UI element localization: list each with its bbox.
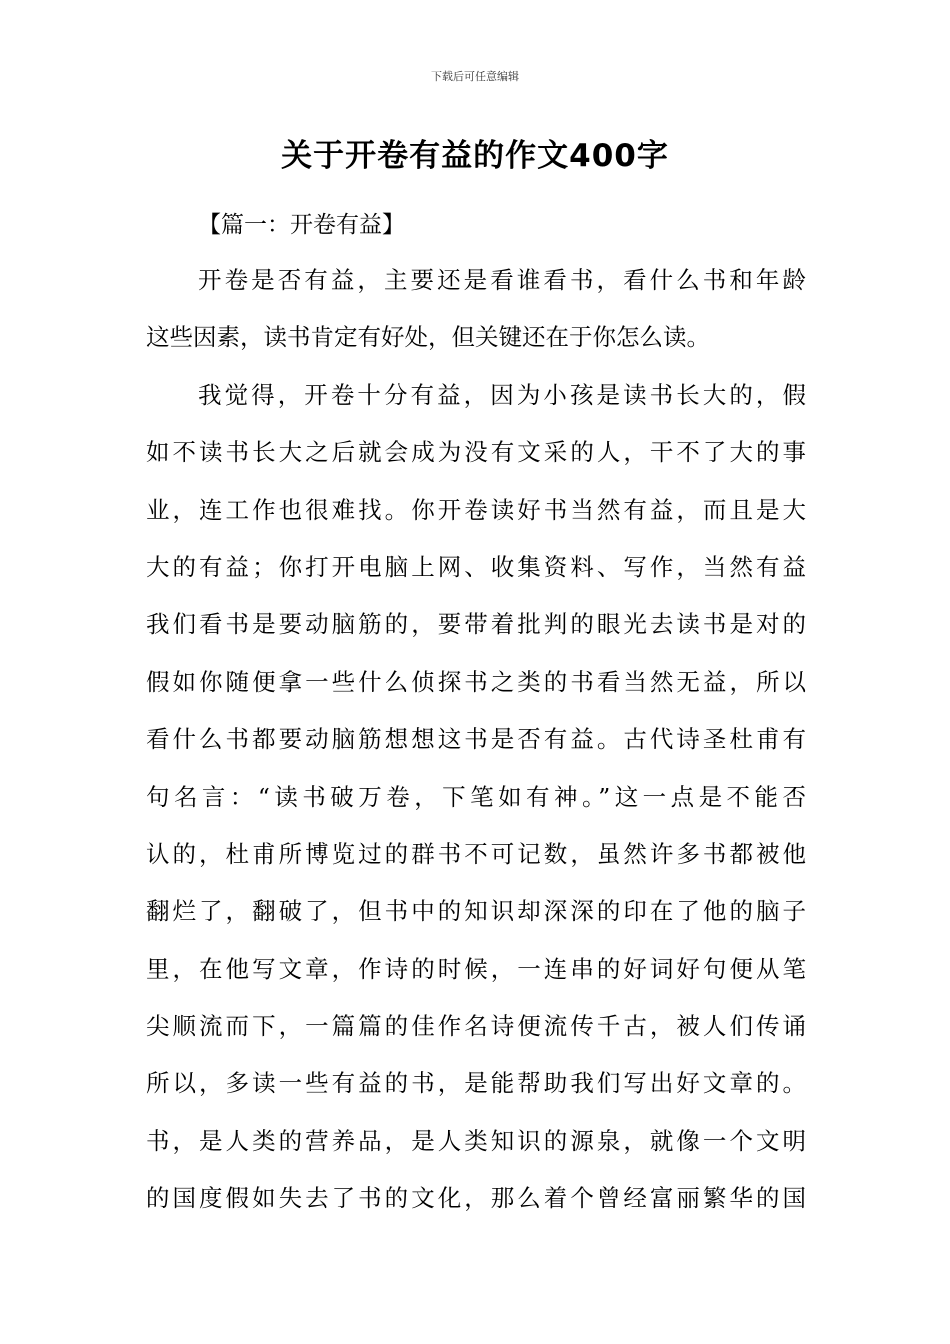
text-line: 所以，多读一些有益的书，是能帮助我们写出好文章的。	[146, 1069, 806, 1098]
text-line: 我们看书是要动脑筋的，要带着批判的眼光去读书是对的	[146, 610, 806, 639]
text-line: 尖顺流而下，一篇篇的佳作名诗便流传千古，被人们传诵	[146, 1012, 806, 1041]
text-line: 认的，杜甫所博览过的群书不可记数，虽然许多书都被他	[146, 839, 806, 868]
text-line: 的国度假如失去了书的文化，那么着个曾经富丽繁华的国	[146, 1184, 806, 1213]
text-line: 如不读书长大之后就会成为没有文采的人，干不了大的事	[146, 438, 806, 467]
text-line: 开卷是否有益，主要还是看谁看书，看什么书和年龄	[198, 266, 806, 294]
text-line: 翻烂了，翻破了，但书中的知识却深深的印在了他的脑子	[146, 897, 806, 926]
text-line: 假如你随便拿一些什么侦探书之类的书看当然无益，所以	[146, 667, 806, 696]
document-title: 关于开卷有益的作文400字	[281, 138, 669, 174]
section-heading: 【篇一：开卷有益】	[198, 212, 405, 238]
text-line: 大的有益；你打开电脑上网、收集资料、写作，当然有益	[146, 552, 806, 581]
text-line: 书，是人类的营养品，是人类知识的源泉，就像一个文明	[146, 1126, 806, 1155]
text-line: 业，连工作也很难找。你开卷读好书当然有益，而且是大	[146, 495, 806, 524]
text-line: 看什么书都要动脑筋想想这书是否有益。古代诗圣杜甫有	[146, 725, 806, 754]
text-line: 这些因素，读书肯定有好处，但关键还在于你怎么读。	[146, 323, 710, 352]
text-line: 我觉得，开卷十分有益，因为小孩是读书长大的，假	[198, 380, 806, 409]
text-line: 里，在他写文章，作诗的时候，一连串的好词好句便从笔	[146, 954, 806, 983]
header-note: 下载后可任意编辑	[431, 70, 519, 83]
body-text	[146, 252, 806, 1228]
text-line: 句名言：“读书破万卷，下笔如有神。”这一点是不能否	[146, 782, 806, 811]
